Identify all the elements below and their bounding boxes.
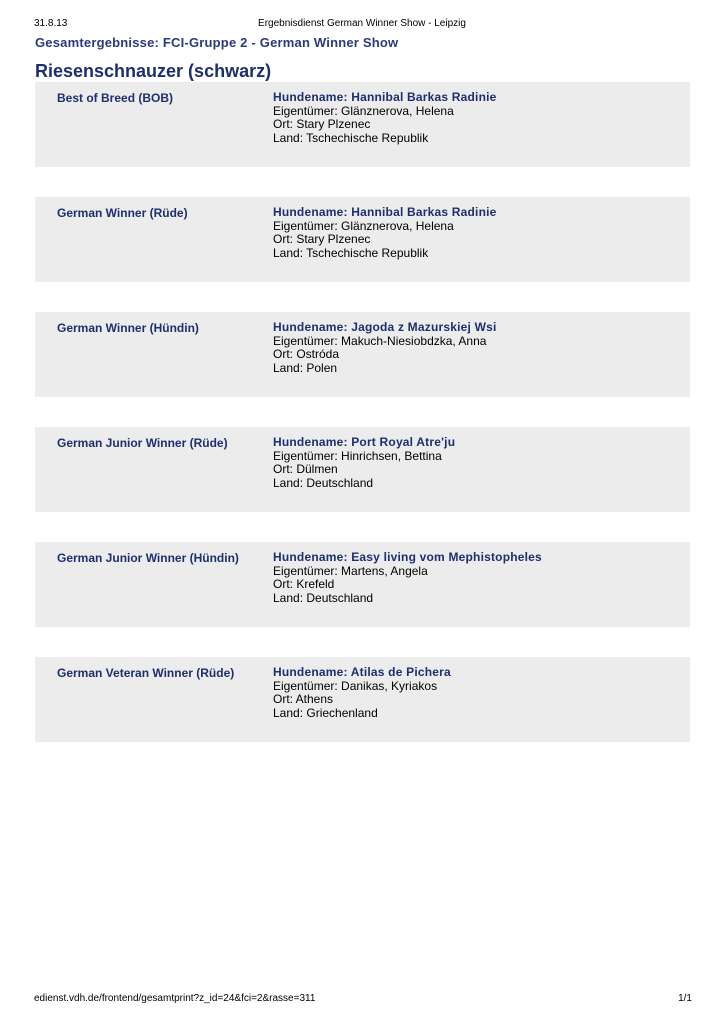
print-header — [0, 18, 724, 32]
city-line: Ort: Ostróda — [273, 347, 340, 362]
dog-name: Hundename: Atilas de Pichera — [273, 665, 451, 679]
owner-line: Eigentümer: Danikas, Kyriakos — [273, 678, 438, 693]
country-line: Land: Polen — [273, 361, 338, 376]
dog-details — [273, 206, 497, 261]
dog-name: Hundename: Hannibal Barkas Radinie — [273, 205, 497, 219]
city-line: Ort: Krefeld — [273, 577, 335, 592]
page-subtitle: Gesamtergebnisse: FCI-Gruppe 2 - German Winner Show — [35, 35, 399, 50]
owner-line: Eigentümer: Glänznerova, Helena — [273, 103, 454, 118]
owner-line: Eigentümer: Martens, Angela — [273, 563, 428, 578]
breed-title: Riesenschnauzer (schwarz) — [35, 61, 272, 81]
dog-details — [273, 436, 455, 491]
print-date: 31.8.13 — [34, 18, 68, 29]
page-number: 1/1 — [678, 993, 692, 1004]
award-label: German Winner (Rüde) — [57, 206, 188, 220]
city-line: Ort: Stary Plzenec — [273, 232, 371, 247]
award-label: Best of Breed (BOB) — [57, 91, 174, 105]
owner-line: Eigentümer: Hinrichsen, Bettina — [273, 448, 442, 463]
print-title: Ergebnisdienst German Winner Show - Leipzig — [258, 18, 466, 29]
result-block — [35, 312, 690, 397]
country-line: Land: Tschechische Republik — [273, 246, 429, 261]
dog-name: Hundename: Easy living vom Mephistopheles — [273, 550, 542, 564]
city-line: Ort: Athens — [273, 692, 334, 707]
result-block — [35, 197, 690, 282]
dog-name: Hundename: Jagoda z Mazurskiej Wsi — [273, 320, 497, 334]
award-label: German Veteran Winner (Rüde) — [57, 666, 235, 680]
print-footer — [0, 993, 724, 1007]
country-line: Land: Tschechische Republik — [273, 131, 429, 146]
award-label: German Winner (Hündin) — [57, 321, 199, 335]
owner-line: Eigentümer: Makuch-Niesiobdzka, Anna — [273, 333, 487, 348]
award-label: German Junior Winner (Hündin) — [57, 551, 239, 565]
country-line: Land: Deutschland — [273, 591, 374, 606]
country-line: Land: Griechenland — [273, 706, 378, 721]
city-line: Ort: Dülmen — [273, 462, 338, 477]
dog-details — [273, 666, 451, 721]
dog-name: Hundename: Port Royal Atre'ju — [273, 435, 456, 449]
city-line: Ort: Stary Plzenec — [273, 117, 371, 132]
award-label: German Junior Winner (Rüde) — [57, 436, 228, 450]
owner-line: Eigentümer: Glänznerova, Helena — [273, 218, 454, 233]
results-list — [35, 82, 690, 772]
result-block — [35, 657, 690, 742]
dog-details — [273, 91, 497, 146]
result-block — [35, 82, 690, 167]
dog-details — [273, 321, 497, 376]
result-block — [35, 542, 690, 627]
footer-url: edienst.vdh.de/frontend/gesamtprint?z_id=24&fci=2&rasse=311 — [34, 993, 316, 1004]
result-block — [35, 427, 690, 512]
dog-name: Hundename: Hannibal Barkas Radinie — [273, 90, 497, 104]
country-line: Land: Deutschland — [273, 476, 374, 491]
dog-details — [273, 551, 542, 606]
